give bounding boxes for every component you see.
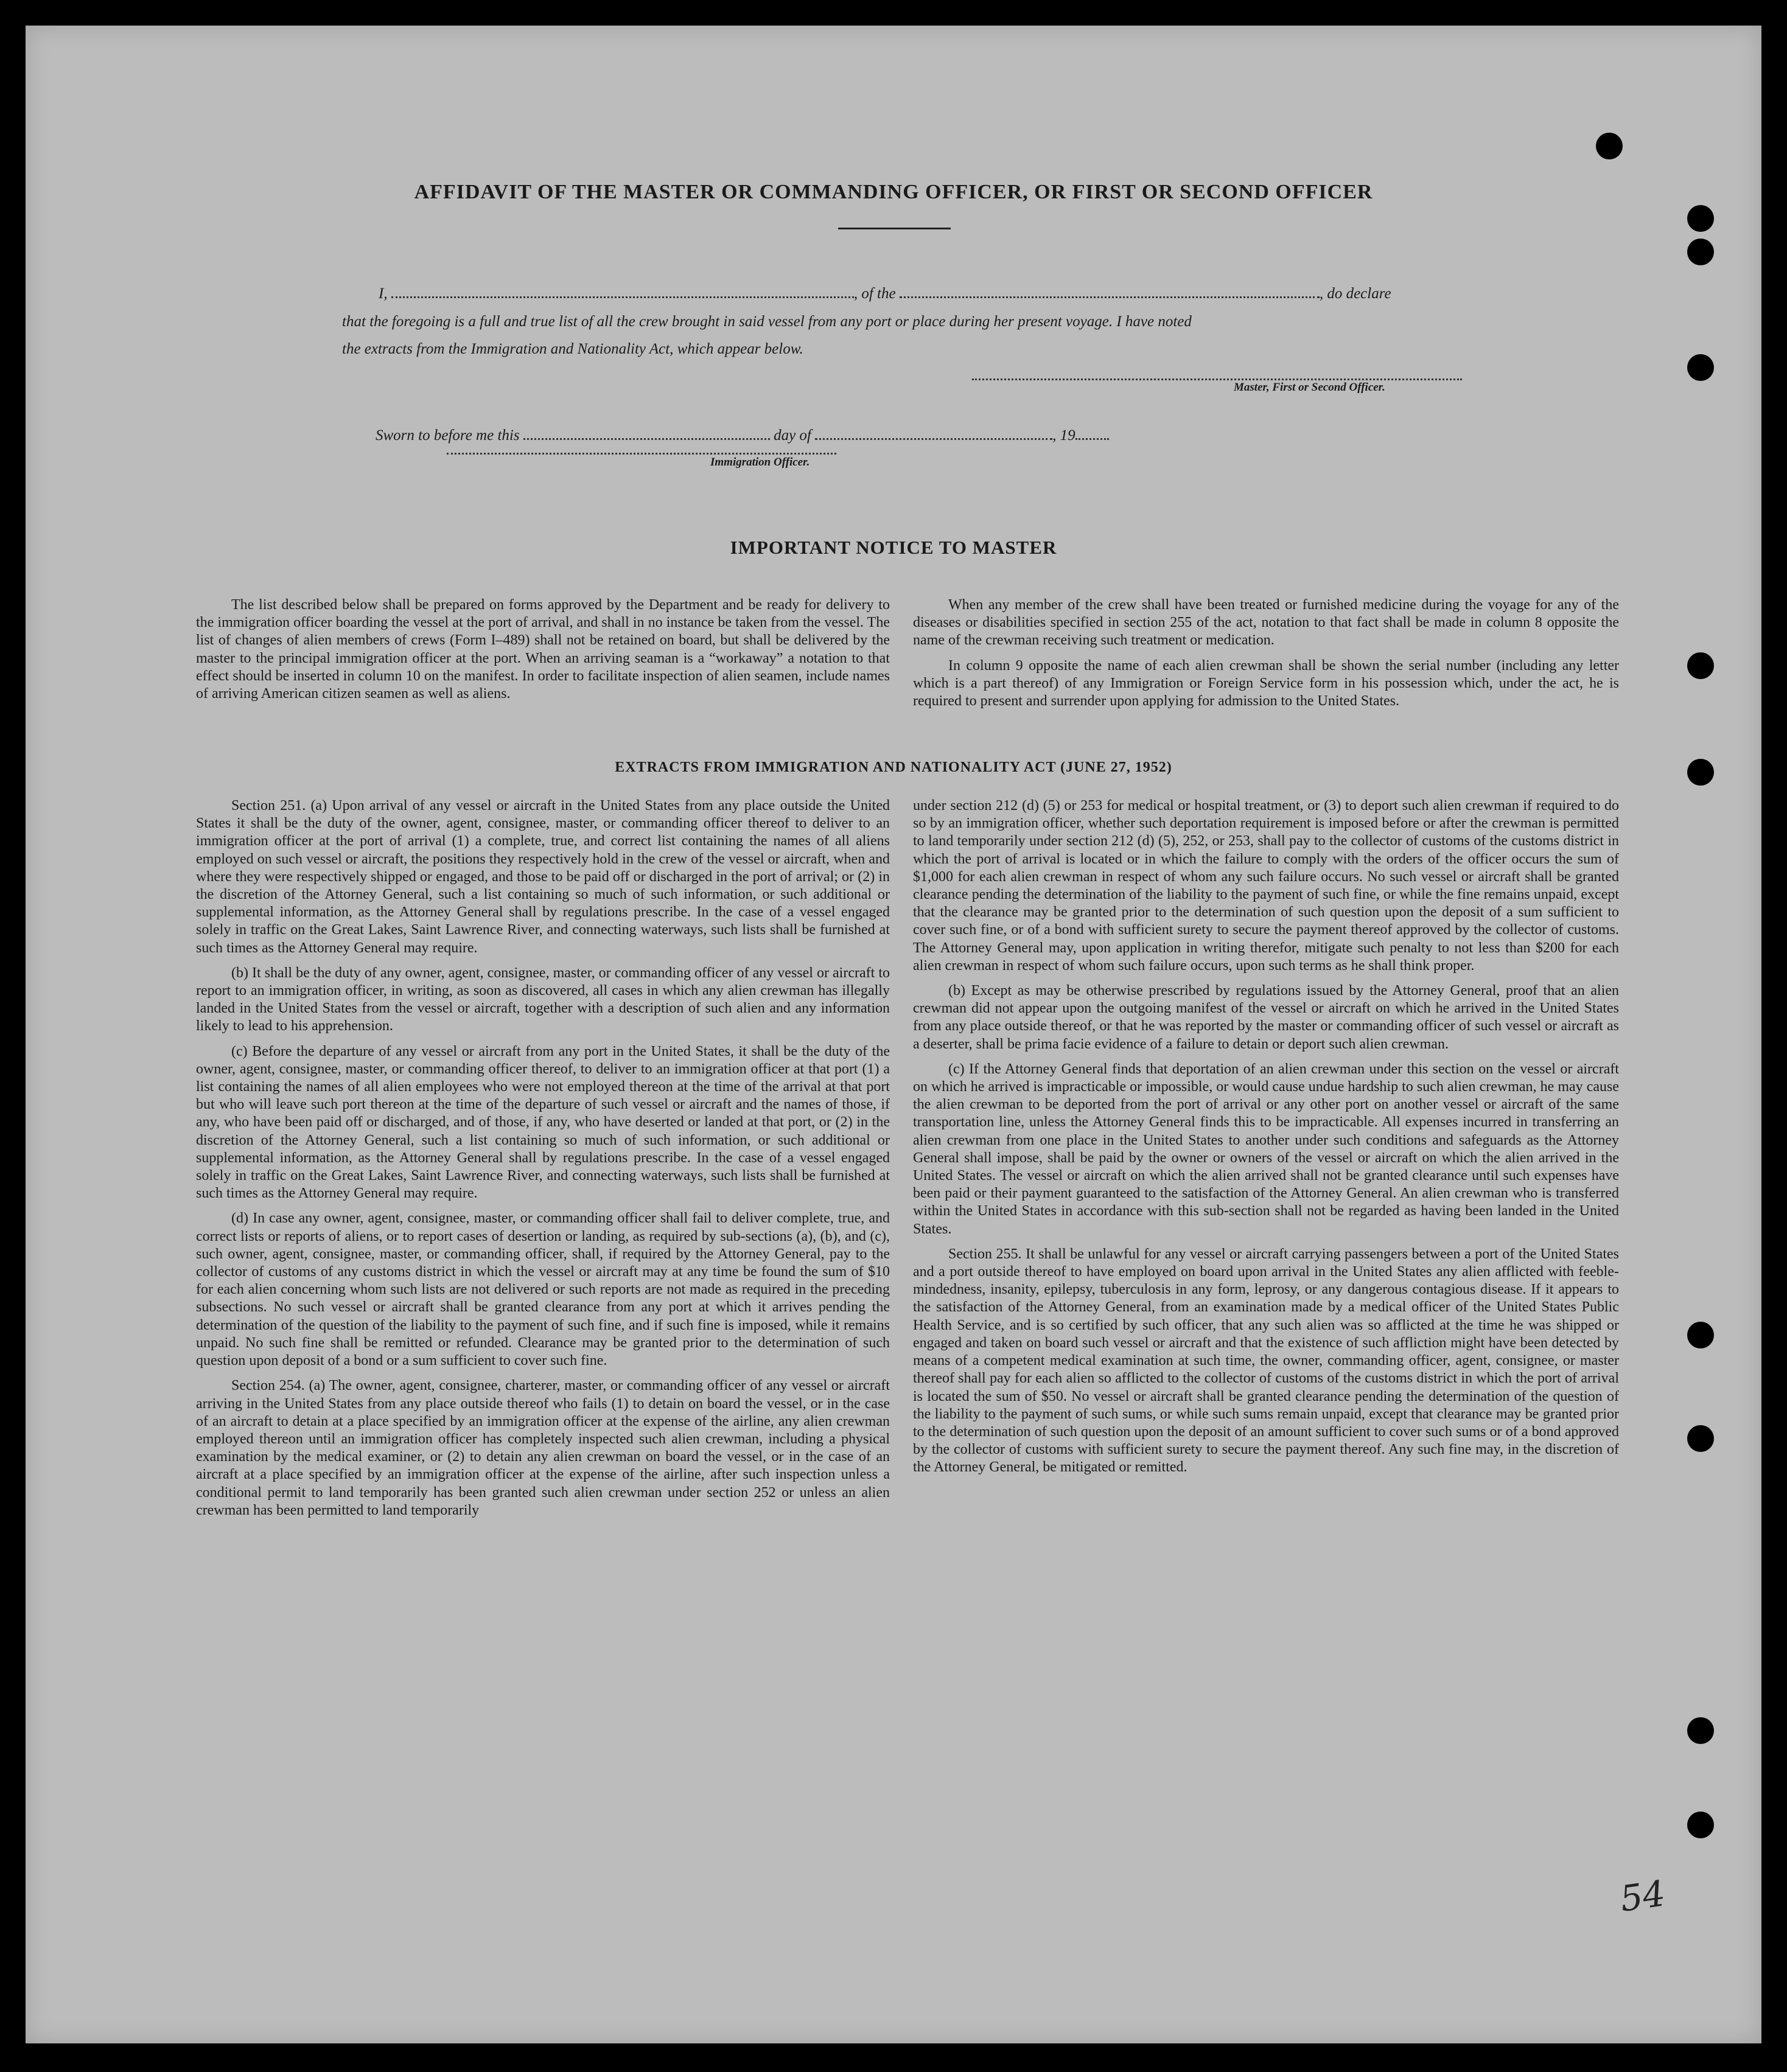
of-the-label: , of the bbox=[853, 285, 896, 302]
declaration-line bbox=[379, 284, 1486, 302]
binder-hole-icon bbox=[1687, 1322, 1714, 1348]
notice-right-paragraph-2: In column 9 opposite the name of each alien crewman shall be shown the serial number (including any letter which is a part thereof) of any Immigration or Foreign Service form in his possession which, under the act, he is required to present and surrender upon applying for admission to the United States. bbox=[913, 657, 1619, 710]
binder-hole-icon bbox=[1687, 205, 1714, 232]
vessel-name-field[interactable] bbox=[900, 284, 1320, 298]
extracts-left-column bbox=[196, 797, 890, 1527]
document-sheet bbox=[26, 26, 1761, 2043]
notice-right-paragraph-1: When any member of the crew shall have been treated or furnished medicine during the voyage for any of the diseases or disabilities specified in section 255 of the act, notation to that fact shall be made in column 8 opposite the name of the crewman receiving such treatment or medication. bbox=[913, 597, 1619, 649]
section-251-c: (c) Before the departure of any vessel or aircraft from any port in the United States, it shall be the duty of the owner, agent, consignee, master, or commanding officer thereof, to deliver to an immigration officer at that port (1) a list containing the names of all alien employees who were not employed thereon at the time of the arrival at that port but who will leave such port thereon at the time of the departure of such vessel or aircraft and the names of those, if any, who have been paid off or discharged, and of those, if any, who have deserted or landed at that port, or (2) in the discretion of the Attorney General, such a list containing so much of such information, or such additional or supplemental information, as the Attorney General shall by regulations prescribe. In the case of a vessel engaged solely in traffic on the Great Lakes, Saint Lawrence River, and connecting waterways, such lists shall be furnished at such times as the Attorney General may require. bbox=[196, 1043, 890, 1202]
sworn-day-field[interactable] bbox=[523, 426, 770, 440]
master-caption: Master, First or Second Officer. bbox=[1234, 381, 1385, 394]
binder-hole-icon bbox=[1687, 652, 1714, 679]
sworn-month-field[interactable] bbox=[815, 426, 1052, 440]
section-254-c: (c) If the Attorney General finds that deportation of an alien crewman under this section on the vessel or aircraft on which he arrived is impracticable or impossible, or would cause undue hardship to such alien crewman, he may cause the alien crewman to be deported from the port of arrival or any other port on another vessel or aircraft of the same transportation line, unless the Attorney General finds this to be impracticable. All expenses incurred in transferring an alien crewman from one place in the United States to another under such conditions and safeguards as the Attorney General shall impose, shall be paid by the owner or owners of the vessel or aircraft on which the alien arrived in the United States. The vessel or aircraft on which the alien arrived shall not be granted clearance until such expenses have been paid or their payment guaranteed to the satisfaction of the Attorney General. An alien crewman who is transferred within the United States in accordance with this sub-section shall not be regarded as having been landed in the United States. bbox=[913, 1061, 1619, 1237]
sworn-year-field[interactable] bbox=[1075, 426, 1109, 440]
declaration-text-line2: that the foregoing is a full and true list of all the crew brought in said vessel from any port or place during her present voyage. I have noted bbox=[342, 313, 1192, 330]
section-254-b: (b) Except as may be otherwise prescribed by regulations issued by the Attorney General, proof that an alien crewman did not appear upon the outgoing manifest of the vessel or aircraft on which he arrived in the United States from any place outside thereof, or that he was reported by the master or commanding officer of such vessel or aircraft as a deserter, shall be prima facie evidence of a failure to detain or deport such alien crewman. bbox=[913, 983, 1619, 1052]
binder-hole-icon bbox=[1687, 1812, 1714, 1838]
section-254-a: Section 254. (a) The owner, agent, consignee, charterer, master, or commanding officer of any vessel or aircraft arriving in the United States from any place outside thereof who fails (1) to detain on board the vessel, or in the case of an aircraft to detain at a place specified by an immigration officer at the expense of the airline, any alien crewman employed thereon until an immigration officer has completely inspected such alien crewman, including a physical examination by the medical examiner, or (2) to detain any alien crewman on board the vessel, or in the case of an aircraft at a place specified by an immigration officer at the expense of the airline, after such inspection unless a conditional permit to land temporarily has been granted such alien crewman under section 252 or unless an alien crewman has been permitted to land temporarily bbox=[196, 1378, 890, 1518]
sworn-prefix: Sworn to before me this bbox=[376, 427, 520, 444]
declaration-text-line3: the extracts from the Immigration and Nationality Act, which appear below. bbox=[342, 341, 803, 357]
section-251-b: (b) It shall be the duty of any owner, agent, consignee, master, or commanding officer of any vessel or aircraft to report to an immigration officer, in writing, as soon as discovered, all cases in which any alien crewman has illegally landed in the United States from the vessel or aircraft, together with a description of such alien and any information likely to lead to his apprehension. bbox=[196, 964, 890, 1034]
declarant-label: I, bbox=[379, 285, 388, 302]
sworn-day-of-label: day of bbox=[774, 427, 811, 444]
binder-hole-icon bbox=[1596, 133, 1623, 159]
master-signature-field[interactable] bbox=[972, 377, 1462, 380]
sworn-line bbox=[376, 426, 1228, 444]
extracts-right-column bbox=[913, 797, 1619, 1484]
binder-hole-icon bbox=[1687, 1717, 1714, 1744]
binder-hole-icon bbox=[1687, 1425, 1714, 1452]
section-251-d: (d) In case any owner, agent, consignee, master, or commanding officer shall fail to deliver complete, true, and correct lists or reports of aliens, or to report cases of desertion or landing, as required by sub-sections (a), (b), and (c), such owner, agent, consignee, master, or commanding officer, shall, if required by the Attorney General, pay to the collector of customs of any customs district in which the vessel or aircraft may at any time be found the sum of $10 for each alien concerning whom such lists are not delivered or such reports are not made as required in the preceding subsections. No such vessel or aircraft shall be granted clearance from any port at which it arrives pending the determination of the question of the liability to the payment of such fine, and if such fine is imposed, while it remains unpaid. No such fine shall be remitted or refunded. Clearance may be granted prior to the determination of such question upon deposit of a bond or a sum sufficient to cover such fine. bbox=[196, 1210, 890, 1369]
binder-hole-icon bbox=[1687, 239, 1714, 265]
section-251-a: Section 251. (a) Upon arrival of any vessel or aircraft in the United States from any place outside the United States it shall be the duty of the owner, agent, consignee, master, or commanding officer thereof to deliver to an immigration officer at the port of arrival (1) a complete, true, and correct list containing the names of all aliens employed on such vessel or aircraft, the positions they respectively hold in the crew of the vessel or aircraft, when and where they were respectively shipped or engaged, and those to be paid off or discharged in the port of arrival; or (2) in the discretion of the Attorney General, such a list containing so much of such information, or such additional or supplemental information, as the Attorney General shall by regulations prescribe. In the case of a vessel engaged solely in traffic on the Great Lakes, Saint Lawrence River, and connecting waterways, such lists shall be furnished at such times as the Attorney General may require. bbox=[196, 798, 890, 956]
section-255: Section 255. It shall be unlawful for any vessel or aircraft carrying passengers between a port of the United States and a port outside thereof to have employed on board upon arrival in the United States any alien afflicted with feeble-mindedness, insanity, epilepsy, tuberculosis in any form, leprosy, or any dangerous contagious disease. If it appears to the satisfaction of the Attorney General, from an examination made by a medical officer of the United States Public Health Service, and is so certified by such officer, that any such alien was so afflicted at the time he was shipped or engaged and taken on board such vessel or aircraft and that the existence of such affliction might have been detected by means of a competent medical examination at such time, the owner, commanding officer, agent, consignee, or master thereof shall pay for each alien so afflicted to the collector of customs of the customs district in which the port of arrival is located the sum of $50. No vessel or aircraft shall be granted clearance pending the determination of the question of the liability to the payment of such sums, or while such sums remain unpaid, except that clearance may be granted prior to the determination of such question upon the deposit of an amount sufficient to cover such sums or of a bond approved by the collector of customs with sufficient surety to secure the payment thereof. Any such fine may, in the discretion of the Attorney General, be mitigated or remitted. bbox=[913, 1246, 1619, 1476]
notice-title: IMPORTANT NOTICE TO MASTER bbox=[730, 537, 1057, 558]
binder-hole-icon bbox=[1687, 354, 1714, 381]
immigration-officer-caption: Immigration Officer. bbox=[710, 456, 810, 469]
immigration-officer-signature-field[interactable] bbox=[447, 452, 836, 455]
extracts-title: EXTRACTS FROM IMMIGRATION AND NATIONALITY ACT (JUNE 27, 1952) bbox=[615, 759, 1172, 775]
do-declare-label: , do declare bbox=[1319, 285, 1391, 302]
section-254-a-continued: under section 212 (d) (5) or 253 for medical or hospital treatment, or (3) to deport such alien crewman if required to do so by an immigration officer, whether such deportation requirement is imposed before or after the crewman is permitted to land temporarily under section 212 (d) (5), 252, or 253, shall pay to the collector of customs of the customs district in which the port of arrival is located or in which the failure to comply with the orders of the officer occurs the sum of $1,000 for each alien crewman in respect of whom any such failure occurs. No such vessel or aircraft shall be granted clearance pending the determination of the liability to the payment of such fine, or while the fine remains unpaid, except that the clearance may be granted prior to the determination of such question upon the deposit of a sum sufficient to cover such fine, or of a bond with sufficient surety to secure the payment thereof approved by the collector of customs. The Attorney General may, upon application in writing therefor, mitigate such penalty to not less than $200 for each alien crewman in respect of whom such failure occurs, upon such terms as he shall think proper. bbox=[913, 798, 1619, 974]
notice-left-paragraph: The list described below shall be prepared on forms approved by the Department and be ready for delivery to the immigration officer boarding the vessel at the port of arrival, and shall in no instance be taken from the vessel. The list of changes of alien members of crews (Form I–489) shall not be retained on board, but shall be delivered by the master to the principal immigration officer at the port. When an arriving seaman is a “workaway” a notation to that effect should be inserted in column 10 on the manifest. In order to facilitate inspection of alien seamen, include names of arriving American citizen seamen as well as aliens. bbox=[196, 597, 890, 702]
declarant-name-field[interactable] bbox=[391, 284, 854, 298]
notice-right-column bbox=[913, 596, 1619, 717]
sworn-year-label: , 19 bbox=[1052, 427, 1075, 444]
binder-hole-icon bbox=[1687, 759, 1714, 786]
title-rule bbox=[838, 228, 951, 229]
handwritten-note: 54 bbox=[1617, 1872, 1668, 1920]
affidavit-title: AFFIDAVIT OF THE MASTER OR COMMANDING OFFICER, OR FIRST OR SECOND OFFICER bbox=[414, 181, 1373, 203]
notice-left-column bbox=[196, 596, 890, 710]
